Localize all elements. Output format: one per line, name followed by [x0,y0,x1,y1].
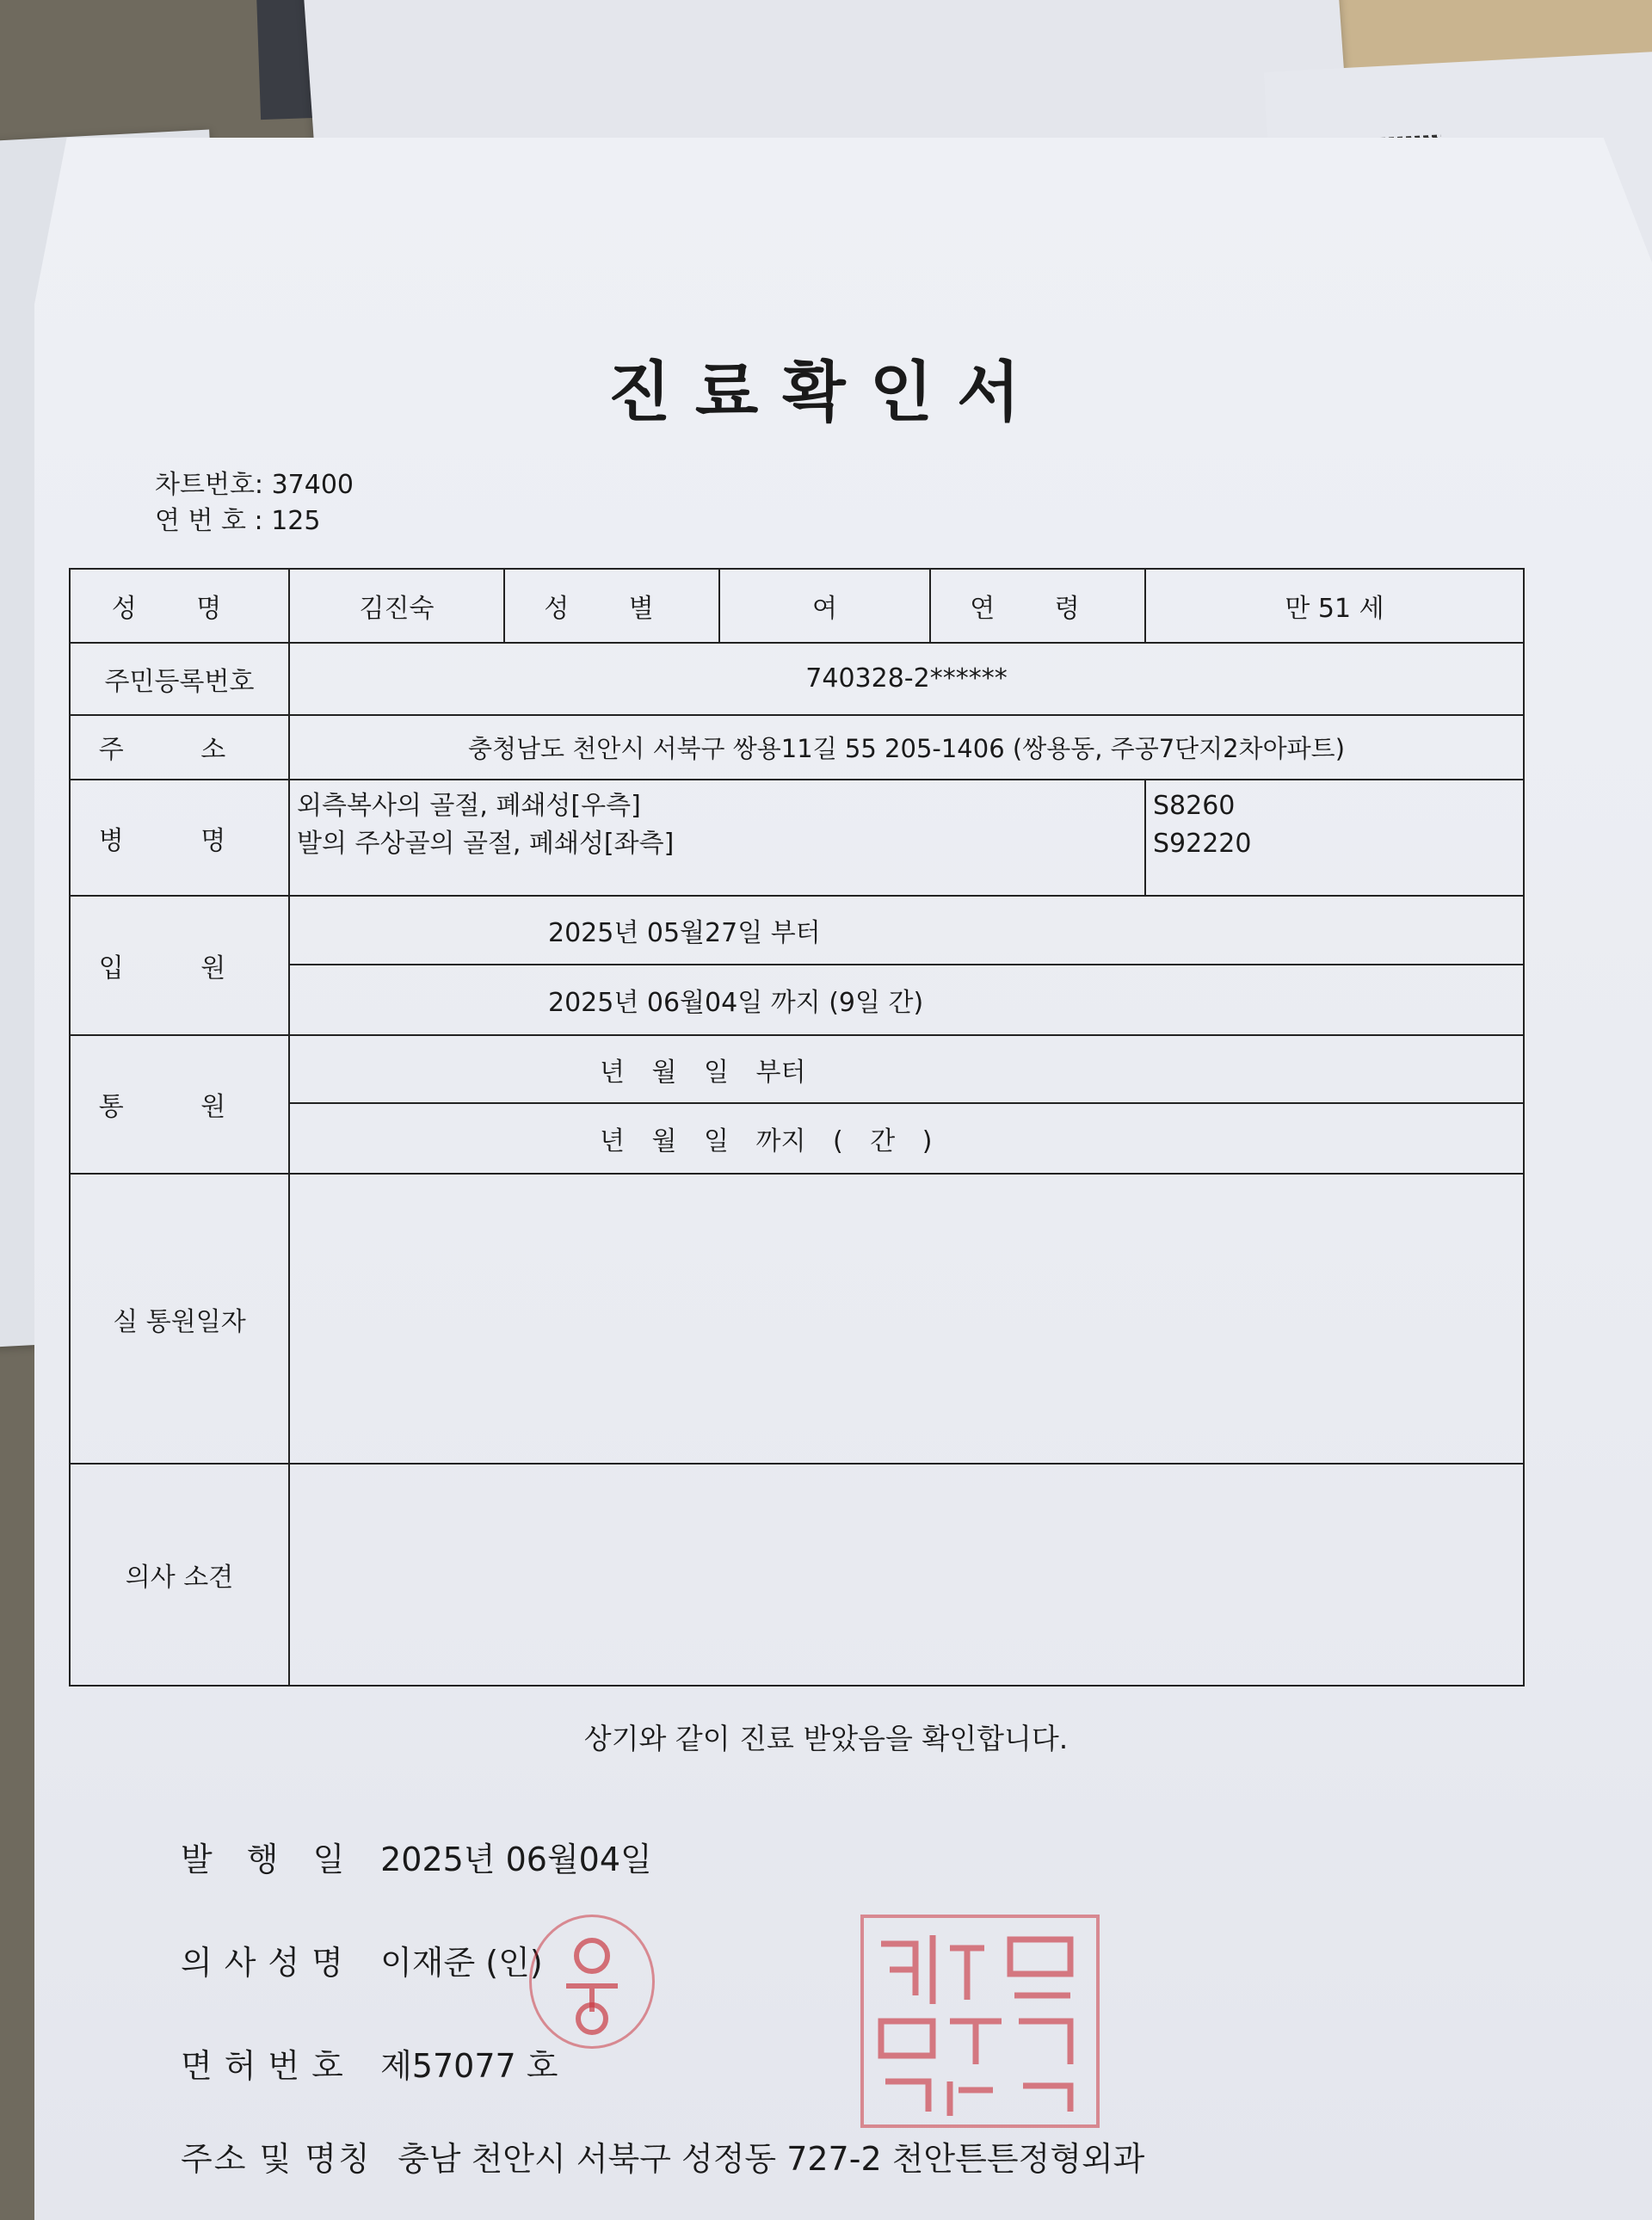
chart-number: 차트번호: 37400 [155,470,354,500]
opinion-value [289,1464,1524,1686]
hospital-seal [860,1915,1100,2128]
issue-date-value: 2025년 06월04일 [380,1841,652,1878]
doctor-name-label: 의사성명 [181,1944,355,1982]
diagnosis-names [289,780,1145,896]
visit-dates-label: 실 통원일자 [70,1174,289,1464]
address-value: 충청남도 천안시 서북구 쌍용11길 55 205-1406 (쌍용동, 주공7단지2차아파트) [289,715,1524,780]
doctor-seal [529,1915,655,2049]
diagnosis-name: 외측복사의 골절, 폐쇄성[우측] [297,791,641,822]
serial-number: 연 번 호 : 125 [155,506,321,536]
doctor-name-line [181,1936,543,1983]
document-title: 진료확인서 [607,354,1045,430]
medical-record-form [69,568,1523,1687]
age-label: 연 령 [930,569,1145,643]
diagnosis-label: 병 명 [70,780,289,896]
outpatient-label: 통 원 [70,1035,289,1174]
clinic-address-value: 충남 천안시 서북구 성정동 727-2 천안튼튼정형외과 [398,2140,1145,2178]
sex-label: 성 별 [504,569,719,643]
license-label: 면허번호 [181,2047,355,2085]
age-value: 만 51 세 [1145,569,1524,643]
admission-from: 2025년 05월27일 부터 [289,896,1524,965]
clinic-address-label: 주소 및 명칭 [181,2140,372,2178]
license-value: 제57077 호 [380,2047,558,2085]
diagnosis-name: 발의 주상골의 골절, 폐쇄성[좌측] [297,829,675,860]
confirmation-text: 상기와 같이 진료 받았음을 확인합니다. [583,1722,1069,1755]
sex-value: 여 [719,569,930,643]
outpatient-from: 년 월 일 부터 [289,1035,1524,1104]
visit-dates-value [289,1174,1524,1464]
address-line [181,2132,1144,2180]
issue-date-line [181,1833,652,1880]
diagnosis-codes [1145,780,1524,896]
name-value: 김진숙 [289,569,504,643]
doctor-name-value: 이재준 (인) [380,1944,543,1982]
name-label: 성 명 [70,569,289,643]
issue-date-label: 발 행 일 [181,1841,357,1878]
address-label: 주 소 [70,715,289,780]
rrn-label: 주민등록번호 [70,643,289,715]
rrn-value: 740328-2****** [289,643,1524,715]
diagnosis-code: S92220 [1153,829,1252,860]
admission-label: 입 원 [70,896,289,1034]
diagnosis-code: S8260 [1153,791,1236,822]
outpatient-to: 년 월 일 까지 ( 간 ) [289,1103,1524,1174]
opinion-label: 의사 소견 [70,1464,289,1686]
admission-to: 2025년 06월04일 까지 (9일 간) [289,965,1524,1035]
license-line [181,2039,558,2087]
